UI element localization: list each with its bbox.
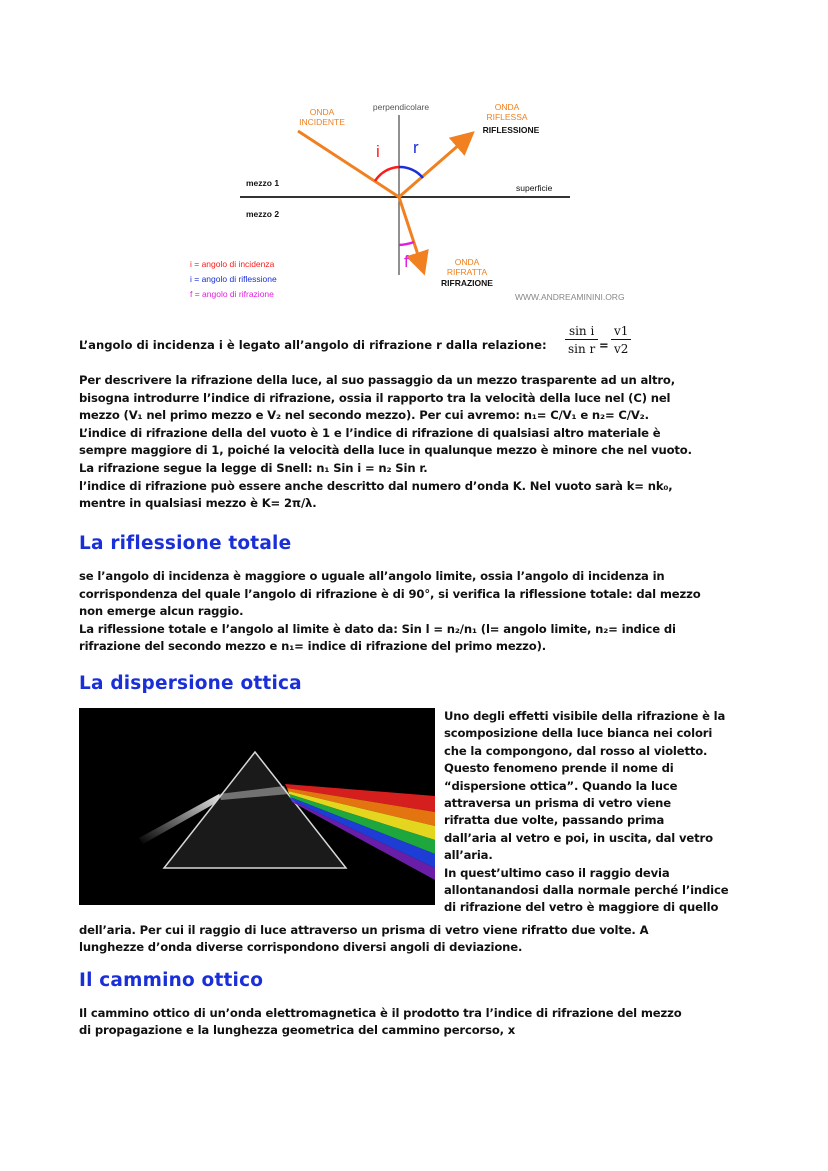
heading-dispersione-ottica: La dispersione ottica (79, 673, 302, 694)
text-line: Uno degli effetti visibile della rifrazione è la (444, 709, 726, 723)
text-line: sempre maggiore di 1, poiché la velocità della luce in qualunque mezzo è minore che nel vuoto. (79, 443, 692, 458)
dispersione-side-text (444, 708, 750, 917)
intro-paragraph (79, 372, 749, 513)
text-line: La riflessione totale e l’angolo al limite è dato da: Sin l = n₂/n₁ (l= angolo limite, n₂= indice di (79, 621, 676, 636)
text-line: dell’aria. Per cui il raggio di luce attraverso un prisma di vetro viene rifratto due volte. A (79, 923, 649, 937)
label-mezzo2: mezzo 2 (246, 209, 280, 219)
text-line: scomposizione della luce bianca nei colori (444, 726, 713, 741)
label-riflessa-2: RIFLESSA (486, 112, 528, 122)
formula-lead-text: L’angolo di incidenza i è legato all’angolo di rifrazione r dalla relazione: (79, 338, 547, 352)
text-line: mentre in qualsiasi mezzo è K= 2π/λ. (79, 496, 317, 511)
velocity-ratio-fraction (611, 324, 631, 356)
text-line: non emerge alcun raggio. (79, 604, 244, 619)
refracted-ray (399, 197, 422, 267)
label-rifratta-2: RIFRATTA (446, 267, 488, 277)
heading-riflessione-totale: La riflessione totale (79, 533, 292, 554)
heading-cammino-ottico: Il cammino ottico (79, 970, 264, 991)
prism-dispersion-image (79, 708, 435, 905)
text-line: bisogna introdurre l’indice di rifrazione, ossia il rapporto tra la velocità della luce nel (C) nel (79, 390, 671, 405)
label-f: f (404, 252, 409, 271)
legend-riflessione: i = angolo di riflessione (190, 274, 277, 284)
text-line: Il cammino ottico di un’onda elettromagnetica è il prodotto tra l’indice di rifrazione del mezzo (79, 1006, 682, 1020)
sin-r: sin r (568, 342, 596, 356)
watermark: WWW.ANDREAMININI.ORG (515, 292, 625, 302)
text-line: dall’aria al vetro e poi, in uscita, dal vetro (444, 830, 713, 845)
label-rifratta-1: ONDA (454, 257, 480, 267)
v2: v2 (614, 342, 629, 356)
equals-sign: = (599, 338, 609, 352)
label-mezzo1: mezzo 1 (246, 178, 280, 188)
text-line: di propagazione e la lunghezza geometrica del cammino percorso, x (79, 1023, 516, 1038)
label-perpendicolare: perpendicolare (372, 102, 430, 112)
text-line: attraversa un prisma di vetro viene (444, 796, 671, 811)
label-riflessa-1: ONDA (494, 102, 520, 112)
sin-i: sin i (565, 324, 598, 340)
angle-i-arc (375, 167, 399, 181)
text-line: In quest’ultimo caso il raggio devia (444, 865, 670, 880)
text-line: di rifrazione del vetro è maggiore di quello (444, 900, 719, 915)
label-i: i (376, 142, 380, 161)
label-riflessione: RIFLESSIONE (482, 125, 540, 135)
reflected-ray (399, 137, 468, 197)
angle-f-arc (399, 242, 414, 245)
refraction-diagram (170, 95, 660, 310)
label-incidente-1: ONDA (309, 107, 335, 117)
legend-incidenza: i = angolo di incidenza (190, 259, 275, 269)
label-superficie: superficie (516, 183, 553, 193)
cammino-paragraph (79, 1005, 749, 1040)
text-line: se l’angolo di incidenza è maggiore o uguale all’angolo limite, ossia l’angolo di incidenza in (79, 569, 665, 583)
text-line: Questo fenomeno prende il nome di (444, 761, 674, 776)
angle-r-arc (399, 167, 423, 178)
text-line: lunghezze d’onda diverse corrispondono diversi angoli di deviazione. (79, 940, 523, 955)
text-line: che la compongono, dal rosso al violetto. (444, 743, 708, 758)
text-line: Per descrivere la rifrazione della luce, al suo passaggio da un mezzo trasparente ad un altro, (79, 373, 675, 387)
label-incidente-2: INCIDENTE (299, 117, 345, 127)
sin-ratio-fraction (565, 324, 598, 356)
text-line: “dispersione ottica”. Quando la luce (444, 778, 678, 793)
riflessione-paragraph (79, 568, 749, 656)
text-line: rifratta due volte, passando prima (444, 813, 665, 828)
text-line: mezzo (V₁ nel primo mezzo e V₂ nel secondo mezzo). Per cui avremo: n₁= C/V₁ e n₂= C/V₂. (79, 408, 649, 423)
text-line: corrispondenza del quale l’angolo di rifrazione è di 90°, si verifica la riflessione totale: dal mezzo (79, 586, 701, 601)
label-rifrazione: RIFRAZIONE (441, 278, 493, 288)
snell-ratio-line (79, 324, 749, 364)
text-line: l’indice di rifrazione può essere anche descritto dal numero d’onda K. Nel vuoto sarà k= nk₀, (79, 478, 673, 493)
text-line: allontanandosi dalla normale perché l’indice (444, 883, 729, 898)
text-line: rifrazione del secondo mezzo e n₁= indice di rifrazione del primo mezzo). (79, 639, 546, 654)
text-line: all’aria. (444, 848, 493, 863)
text-line: L’indice di rifrazione della del vuoto è 1 e l’indice di rifrazione di qualsiasi altro materiale è (79, 425, 661, 440)
label-r: r (413, 138, 419, 157)
v1: v1 (611, 324, 631, 340)
incident-ray (298, 131, 399, 197)
legend-rifrazione: f = angolo di rifrazione (190, 289, 274, 299)
dispersione-full-text (79, 922, 749, 957)
text-line: La rifrazione segue la legge di Snell: n₁ Sin i = n₂ Sin r. (79, 460, 428, 475)
